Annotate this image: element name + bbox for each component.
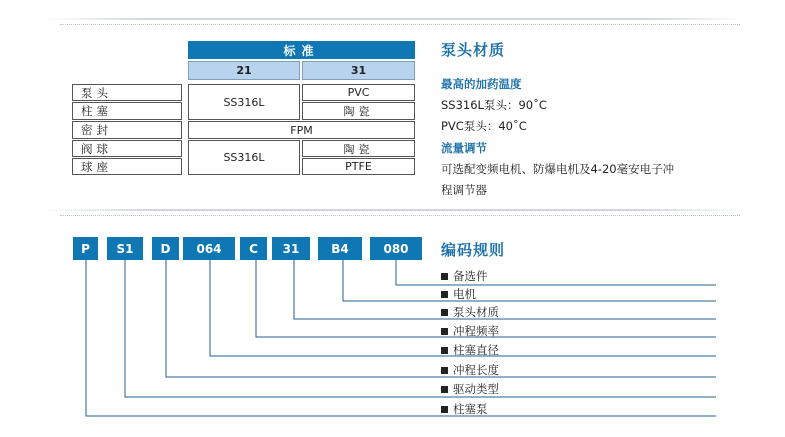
table-header-standard: 标准 — [188, 41, 415, 59]
legend-item-head-material: 泵头材质 — [441, 304, 499, 320]
legend-item-drive-type: 驱动类型 — [441, 381, 499, 397]
code-box-d: D — [152, 237, 179, 260]
flow-text-line-2: 程调节器 — [441, 183, 487, 197]
cell-ceramic-top: 陶瓷 — [302, 102, 415, 120]
flow-title: 流量调节 — [441, 141, 487, 155]
bullet-square-icon — [441, 386, 448, 393]
material-title: 泵头材质 — [441, 41, 506, 59]
table-column-21: 21 — [188, 61, 300, 80]
code-box-080: 080 — [370, 237, 422, 260]
bullet-square-icon — [441, 309, 448, 316]
cell-ptfe: PTFE — [302, 158, 415, 175]
connector-p — [86, 260, 716, 416]
row-label-pump-head: 泵头 — [72, 84, 182, 101]
connector-s1 — [125, 260, 716, 397]
code-box-c: C — [240, 237, 267, 260]
legend-item-stroke-frequency: 冲程频率 — [441, 323, 499, 339]
max-temp-title: 最高的加药温度 — [441, 77, 522, 91]
cell-ceramic-bottom: 陶瓷 — [302, 140, 415, 157]
legend-item-plunger-pump: 柱塞泵 — [441, 401, 488, 417]
code-box-064: 064 — [183, 237, 235, 260]
code-box-31: 31 — [272, 237, 310, 260]
legend-item-plunger-diameter: 柱塞直径 — [441, 342, 499, 358]
bullet-square-icon — [441, 406, 448, 413]
ss316l-temp: SS316L泵头：90˚C — [441, 98, 547, 112]
row-label-plunger: 柱塞 — [72, 102, 182, 120]
bullet-square-icon — [441, 367, 448, 374]
code-box-p: P — [73, 237, 98, 260]
cell-ss316l-top: SS316L — [188, 84, 300, 120]
row-label-ball-seat: 球座 — [72, 158, 182, 175]
bullet-square-icon — [441, 291, 448, 298]
pvc-temp: PVC泵头：40˚C — [441, 119, 527, 133]
legend-item-option: 备选件 — [441, 268, 488, 284]
table-column-31: 31 — [302, 61, 415, 80]
bullet-square-icon — [441, 328, 448, 335]
connector-31 — [294, 260, 716, 319]
bullet-square-icon — [441, 273, 448, 280]
cell-fpm: FPM — [188, 121, 415, 139]
row-label-valve-ball: 阀球 — [72, 140, 182, 157]
row-label-seal: 密封 — [72, 121, 182, 139]
cell-ss316l-bottom: SS316L — [188, 140, 300, 175]
connector-b4 — [343, 260, 716, 301]
code-box-b4: B4 — [318, 237, 362, 260]
code-box-s1: S1 — [107, 237, 143, 260]
legend-item-stroke-length: 冲程长度 — [441, 362, 499, 378]
cell-pvc: PVC — [302, 84, 415, 101]
bullet-square-icon — [441, 347, 448, 354]
flow-text-line-1: 可选配变频电机、防爆电机及4-20毫安电子冲 — [441, 162, 675, 176]
coding-title: 编码规则 — [441, 241, 506, 259]
legend-item-motor: 电机 — [441, 286, 476, 302]
